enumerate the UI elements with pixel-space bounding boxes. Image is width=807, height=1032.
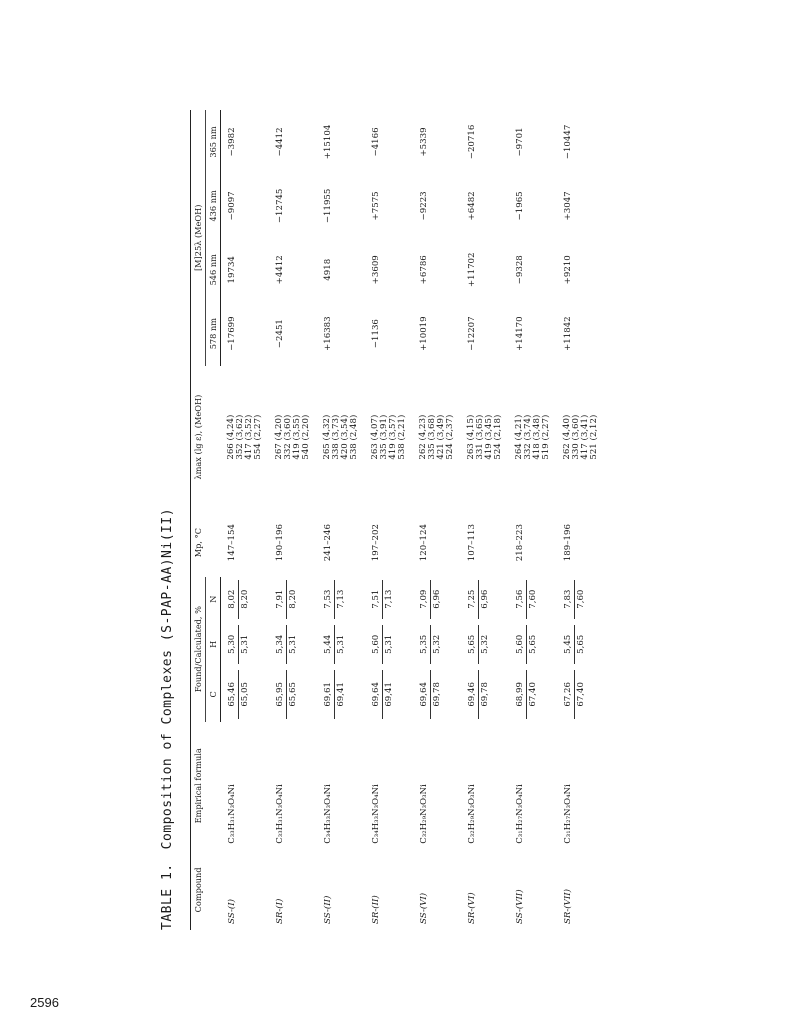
table-row xyxy=(509,110,557,930)
c-found: 69,64 xyxy=(419,670,431,719)
rotation-365-cell xyxy=(365,110,413,174)
header-lambda-max: λmax (lg ε), (MeOH) xyxy=(191,366,221,509)
n-cell xyxy=(317,577,365,622)
h-cell xyxy=(461,622,509,667)
empirical-formula: C₃₂H₂₉N₃O₃Ni xyxy=(418,784,429,844)
rotation-436: +7575 xyxy=(370,191,381,221)
c-calculated: 69,41 xyxy=(383,682,394,707)
empirical-formula: C₃₃H₃₁N₃O₄Ni xyxy=(274,784,285,844)
page-number: 2596 xyxy=(30,995,59,1010)
formula-cell xyxy=(413,722,461,850)
melting-point: 218–223 xyxy=(514,524,525,562)
n-cell xyxy=(221,577,269,622)
rotation-546: +9210 xyxy=(562,255,573,285)
rotation-365: −10447 xyxy=(562,124,573,160)
rotation-365: −20716 xyxy=(466,124,477,160)
mp-cell xyxy=(413,509,461,577)
rotation-546: 19734 xyxy=(227,256,237,284)
c-found: 69,46 xyxy=(467,670,479,719)
h-found: 5,30 xyxy=(227,625,239,664)
compound-name: SS-(I) xyxy=(226,899,237,924)
h-cell xyxy=(509,622,557,667)
rotation-578: +10019 xyxy=(418,316,429,351)
absorption-band: 417 (3,41) xyxy=(579,414,590,460)
h-found: 5,60 xyxy=(515,625,527,664)
rotation-365: −4166 xyxy=(370,127,381,157)
rotation-436-cell xyxy=(557,174,605,238)
melting-point: 197–202 xyxy=(370,524,381,562)
rotation-546-cell xyxy=(509,238,557,302)
rotation-436-cell xyxy=(269,174,317,238)
header-mp: Mp, °C xyxy=(191,509,221,577)
table-caption: Composition of Complexes (S-PAP-AA)Ni(II) xyxy=(160,507,175,850)
absorption-band: 419 (3,55) xyxy=(291,414,302,460)
absorption-band: 524 (2,18) xyxy=(492,414,503,460)
formula-cell xyxy=(365,722,413,850)
lambda-cell xyxy=(461,366,509,509)
absorption-band: 419 (3,57) xyxy=(387,414,398,460)
rotation-436-cell xyxy=(365,174,413,238)
absorption-band: 335 (3,91) xyxy=(378,414,389,460)
absorption-band: 263 (4,15) xyxy=(465,414,476,460)
n-calculated: 6,96 xyxy=(479,589,490,609)
rotation-365: +15104 xyxy=(322,124,333,160)
c-cell xyxy=(461,667,509,722)
lambda-cell xyxy=(365,366,413,509)
compound-name: SS-(II) xyxy=(322,895,333,924)
h-cell xyxy=(317,622,365,667)
rotation-578: +11842 xyxy=(562,316,573,351)
rotation-546-cell xyxy=(461,238,509,302)
compound-cell xyxy=(557,850,605,930)
h-calculated: 5,32 xyxy=(479,634,490,654)
rotation-365-cell xyxy=(317,110,365,174)
table-row xyxy=(317,110,365,930)
absorption-band: 262 (4,40) xyxy=(561,414,572,460)
empirical-formula: C₃₃H₃₁N₃O₄Ni xyxy=(226,784,237,844)
header-formula: Empirical formula xyxy=(191,722,221,850)
rotation-546: 4918 xyxy=(322,258,333,281)
c-cell xyxy=(317,667,365,722)
c-found: 65,95 xyxy=(275,670,287,719)
compound-name: SR-(VII) xyxy=(562,889,573,924)
n-found: 8,02 xyxy=(227,580,239,619)
rotation-436: −11955 xyxy=(322,188,333,224)
h-found: 5,34 xyxy=(275,625,287,664)
header-rotation: [M]25λ (MeOH) xyxy=(191,110,206,366)
table-row xyxy=(269,110,317,930)
header-578: 578 nm xyxy=(206,302,221,366)
c-found: 67,26 xyxy=(563,670,575,719)
compound-cell xyxy=(413,850,461,930)
c-found: 69,61 xyxy=(323,670,335,719)
absorption-band: 521 (2,12) xyxy=(588,414,599,460)
melting-point: 241–246 xyxy=(322,524,333,562)
rotation-578-cell xyxy=(269,302,317,366)
h-cell xyxy=(269,622,317,667)
c-found: 69,64 xyxy=(371,670,383,719)
rotation-365-cell xyxy=(221,110,269,174)
c-cell xyxy=(365,667,413,722)
n-calculated: 7,60 xyxy=(575,589,586,609)
h-found: 5,45 xyxy=(563,625,575,664)
n-found: 7,56 xyxy=(515,580,527,619)
melting-point: 107–113 xyxy=(466,524,477,562)
rotation-436-cell xyxy=(509,174,557,238)
h-found: 5,35 xyxy=(419,625,431,664)
absorption-band: 262 (4,23) xyxy=(417,414,428,460)
compound-name: SR-(II) xyxy=(370,895,381,924)
lambda-cell xyxy=(317,366,365,509)
table-row xyxy=(221,110,269,930)
h-found: 5,44 xyxy=(323,625,335,664)
empirical-formula: C₃₁H₂₇N₃O₄Ni xyxy=(514,784,525,844)
table-label: TABLE 1. xyxy=(160,863,175,930)
mp-cell xyxy=(221,509,269,577)
rotation-546: −9328 xyxy=(514,255,525,285)
mp-cell xyxy=(317,509,365,577)
compound-cell xyxy=(269,850,317,930)
n-found: 7,91 xyxy=(275,580,287,619)
rotation-578: −2451 xyxy=(274,319,285,349)
rotation-365-cell xyxy=(557,110,605,174)
formula-cell xyxy=(269,722,317,850)
rotation-546-cell xyxy=(413,238,461,302)
absorption-band: 421 (3,49) xyxy=(435,414,446,460)
h-calculated: 5,65 xyxy=(527,634,538,654)
absorption-band: 264 (4,21) xyxy=(513,414,524,460)
mp-cell xyxy=(557,509,605,577)
n-calculated: 7,60 xyxy=(527,589,538,609)
empirical-formula: C₃₄H₃₃N₃O₄Ni xyxy=(370,784,381,844)
absorption-band: 267 (4,20) xyxy=(273,414,284,460)
rotation-365-cell xyxy=(413,110,461,174)
table-title xyxy=(160,508,175,930)
absorption-band: 538 (2,48) xyxy=(348,414,359,460)
absorption-band: 338 (3,73) xyxy=(330,414,341,460)
rotation-578-cell xyxy=(221,302,269,366)
melting-point: 189–196 xyxy=(562,524,573,562)
rotation-546-cell xyxy=(557,238,605,302)
table-row xyxy=(557,110,605,930)
header-h: H xyxy=(206,622,221,667)
rotation-365: −9701 xyxy=(514,127,525,157)
table-body xyxy=(221,110,605,930)
c-calculated: 65,65 xyxy=(287,682,298,707)
absorption-band: 420 (3,54) xyxy=(339,414,350,460)
rotation-546: +6786 xyxy=(418,255,429,285)
n-cell xyxy=(557,577,605,622)
n-cell xyxy=(365,577,413,622)
table-row xyxy=(461,110,509,930)
absorption-band: 331 (3,65) xyxy=(474,414,485,460)
absorption-band: 524 (2,37) xyxy=(444,414,455,460)
rotation-578-cell xyxy=(317,302,365,366)
c-cell xyxy=(269,667,317,722)
h-found: 5,65 xyxy=(467,625,479,664)
rotation-578-cell xyxy=(509,302,557,366)
rotation-546: +3609 xyxy=(370,255,381,285)
empirical-formula: C₃₂H₂₉N₃O₃Ni xyxy=(466,784,477,844)
n-found: 7,09 xyxy=(419,580,431,619)
c-calculated: 69,41 xyxy=(335,682,346,707)
absorption-band: 335 (3,68) xyxy=(426,414,437,460)
melting-point: 120–124 xyxy=(418,524,429,562)
rotation-546-cell xyxy=(365,238,413,302)
rotation-436-cell xyxy=(317,174,365,238)
header-436: 436 nm xyxy=(206,174,221,238)
formula-cell xyxy=(557,722,605,850)
absorption-band: 418 (3,48) xyxy=(531,414,542,460)
absorption-band: 265 (4,32) xyxy=(321,414,332,460)
n-calculated: 7,13 xyxy=(383,589,394,609)
header-365: 365 nm xyxy=(206,110,221,174)
rotation-578-cell xyxy=(461,302,509,366)
n-cell xyxy=(509,577,557,622)
absorption-band: 540 (2,20) xyxy=(300,414,311,460)
h-calculated: 5,32 xyxy=(431,634,442,654)
n-calculated: 7,13 xyxy=(335,589,346,609)
h-calculated: 5,31 xyxy=(383,634,394,654)
absorption-band: 554 (2,27) xyxy=(252,414,263,460)
n-calculated: 8,20 xyxy=(287,589,298,609)
h-cell xyxy=(557,622,605,667)
absorption-band: 352 (3,62) xyxy=(234,414,245,460)
c-calculated: 69,78 xyxy=(479,682,490,707)
header-compound: Compound xyxy=(191,850,221,930)
c-cell xyxy=(557,667,605,722)
rotation-546-cell xyxy=(269,238,317,302)
table-row xyxy=(413,110,461,930)
rotation-578: +16383 xyxy=(322,316,333,351)
h-cell xyxy=(413,622,461,667)
n-calculated: 6,96 xyxy=(431,589,442,609)
rotation-578: +14170 xyxy=(514,316,525,351)
empirical-formula: C₃₁H₂₇N₃O₄Ni xyxy=(562,784,573,844)
table-row xyxy=(365,110,413,930)
c-cell xyxy=(413,667,461,722)
n-found: 7,51 xyxy=(371,580,383,619)
header-n: N xyxy=(206,577,221,622)
formula-cell xyxy=(509,722,557,850)
compound-cell xyxy=(221,850,269,930)
n-calculated: 8,20 xyxy=(240,589,250,609)
melting-point: 190–196 xyxy=(274,524,285,562)
rotation-365-cell xyxy=(509,110,557,174)
rotation-578-cell xyxy=(413,302,461,366)
c-calculated: 67,40 xyxy=(527,682,538,707)
compound-cell xyxy=(509,850,557,930)
rotation-365-cell xyxy=(269,110,317,174)
formula-cell xyxy=(317,722,365,850)
lambda-cell xyxy=(509,366,557,509)
absorption-band: 332 (3,60) xyxy=(282,414,293,460)
mp-cell xyxy=(509,509,557,577)
n-cell xyxy=(269,577,317,622)
n-cell xyxy=(413,577,461,622)
absorption-band: 330 (3,60) xyxy=(570,414,581,460)
rotation-365-cell xyxy=(461,110,509,174)
rotation-436: −1965 xyxy=(514,191,525,221)
rotation-365: +5339 xyxy=(418,127,429,157)
lambda-cell xyxy=(269,366,317,509)
c-calculated: 67,40 xyxy=(575,682,586,707)
rotation-578: −1136 xyxy=(370,319,381,349)
compound-cell xyxy=(365,850,413,930)
rotation-578-cell xyxy=(557,302,605,366)
rotation-578-cell xyxy=(365,302,413,366)
compound-name: SR-(VI) xyxy=(466,892,477,924)
h-cell xyxy=(221,622,269,667)
formula-cell xyxy=(461,722,509,850)
rotation-436: −9097 xyxy=(227,191,237,221)
header-c: C xyxy=(206,667,221,722)
mp-cell xyxy=(269,509,317,577)
compound-name: SS-(VI) xyxy=(418,892,429,924)
lambda-cell xyxy=(413,366,461,509)
h-found: 5,60 xyxy=(371,625,383,664)
c-found: 65,46 xyxy=(227,670,239,719)
rotation-436: −9223 xyxy=(418,191,429,221)
c-cell xyxy=(221,667,269,722)
lambda-cell xyxy=(557,366,605,509)
rotation-365: −3982 xyxy=(227,127,237,157)
mp-cell xyxy=(461,509,509,577)
rotation-546: +11702 xyxy=(466,252,477,288)
header-546: 546 nm xyxy=(206,238,221,302)
header-found-calculated: Found/Calculated, % xyxy=(191,577,206,722)
compound-cell xyxy=(317,850,365,930)
rotation-578: −17699 xyxy=(227,316,237,351)
h-calculated: 5,31 xyxy=(240,634,250,654)
rotation-436: +3047 xyxy=(562,191,573,221)
c-calculated: 65,05 xyxy=(240,682,250,707)
absorption-band: 263 (4,07) xyxy=(369,414,380,460)
rotation-436-cell xyxy=(413,174,461,238)
absorption-band: 419 (3,45) xyxy=(483,414,494,460)
melting-point: 147–154 xyxy=(226,524,237,562)
h-calculated: 5,31 xyxy=(335,634,346,654)
composition-table xyxy=(190,110,605,930)
rotated-table-block xyxy=(160,110,599,930)
n-found: 7,53 xyxy=(323,580,335,619)
c-found: 68,99 xyxy=(515,670,527,719)
rotation-578: −12207 xyxy=(466,316,477,351)
compound-name: SS-(VII) xyxy=(514,889,525,924)
empirical-formula: C₃₄H₃₃N₃O₄Ni xyxy=(322,784,333,844)
n-found: 7,25 xyxy=(467,580,479,619)
rotation-546: +4412 xyxy=(274,255,285,285)
n-found: 7,83 xyxy=(563,580,575,619)
rotation-436-cell xyxy=(461,174,509,238)
compound-name: SR-(I) xyxy=(274,898,285,924)
rotation-546-cell xyxy=(317,238,365,302)
absorption-band: 266 (4,24) xyxy=(225,414,236,460)
n-cell xyxy=(461,577,509,622)
absorption-band: 519 (2,27) xyxy=(540,414,551,460)
h-calculated: 5,31 xyxy=(287,634,298,654)
absorption-band: 332 (3,74) xyxy=(522,414,533,460)
rotation-436-cell xyxy=(221,174,269,238)
c-cell xyxy=(509,667,557,722)
h-calculated: 5,65 xyxy=(575,634,586,654)
rotation-546-cell xyxy=(221,238,269,302)
lambda-cell xyxy=(221,366,269,509)
c-calculated: 69,78 xyxy=(431,682,442,707)
mp-cell xyxy=(365,509,413,577)
compound-cell xyxy=(461,850,509,930)
rotation-365: −4412 xyxy=(274,127,285,157)
rotation-436: +6482 xyxy=(466,191,477,221)
rotation-436: −12745 xyxy=(274,188,285,224)
absorption-band: 417 (3,52) xyxy=(243,414,254,460)
absorption-band: 538 (2,21) xyxy=(396,414,407,460)
formula-cell xyxy=(221,722,269,850)
h-cell xyxy=(365,622,413,667)
